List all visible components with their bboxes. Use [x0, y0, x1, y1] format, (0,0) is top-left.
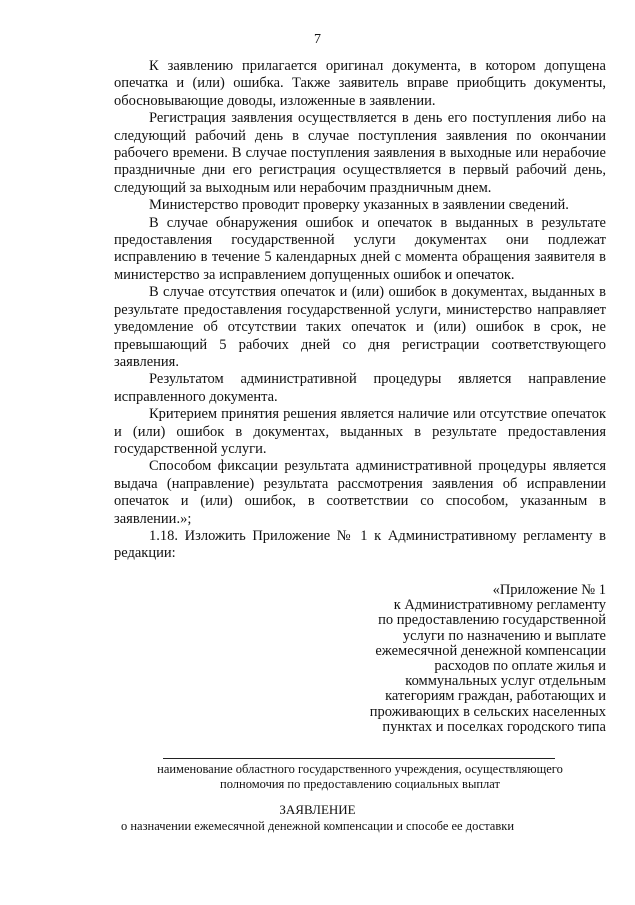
appendix-line: пунктах и поселках городского типа	[382, 718, 606, 735]
field-caption: наименование областного государственного учреждения, осуществляющего полномочия по предоставлению социальных выплат	[157, 762, 563, 791]
appendix-line: коммунальных услуг отдельным	[405, 673, 606, 690]
appendix-line: ежемесячной денежной компенсации	[375, 642, 606, 659]
appendix-line: «Приложение № 1	[492, 582, 606, 598]
form-subtitle: о назначении ежемесячной денежной компенсации и способе ее доставки	[120, 819, 515, 833]
paragraph: К заявлению прилагается оригинал документа, в котором допущена опечатка и (или) ошибка. Также заявитель вправе приобщить документы, обосновывающие доводы, изложенные в заявлении.	[114, 58, 606, 109]
appendix-line: категориям граждан, работающих и	[385, 688, 606, 705]
paragraph: В случае отсутствия опечаток и (или) ошибок в документах, выданных в результате предоставления государственной услуги, министерство направляет уведомление об отсутствии таких опечаток и (или) ошибок в срок, не превышающий 5 рабочих дней со дня регистрации соответствующего заявления.	[114, 284, 606, 370]
appendix-line: по предоставлению государственной	[378, 612, 606, 629]
paragraph: В случае обнаружения ошибок и опечаток в выданных в результате предоставления государственной услуги документах они подлежат исправлению в течение 5 календарных дней с момента обращения заявителя в министерство за исправлением допущенных ошибок и опечаток.	[114, 214, 606, 283]
appendix-line: услуги по назначению и выплате	[402, 627, 606, 644]
appendix-line: проживающих в сельских населенных	[369, 703, 606, 720]
paragraph: Регистрация заявления осуществляется в день его поступления либо на следующий рабочий день в случае поступления заявления по окончании рабочего времени. В случае поступления заявления в выходные или нерабочие праздничные дни его регистрация осуществляется в первый рабочий день, следующий за выходным или нерабочим праздничным днем.	[114, 110, 606, 196]
appendix-line: к Административному регламенту	[393, 597, 606, 614]
paragraph: Результатом административной процедуры является направление исправленного документа.	[114, 371, 606, 405]
paragraph: Министерство проводит проверку указанных в заявлении сведений.	[149, 197, 569, 214]
appendix-header	[346, 583, 606, 735]
paragraph: Критерием принятия решения является наличие или отсутствие опечаток и (или) ошибок в документах, выданных в результате предоставления государственной услуги.	[114, 406, 606, 457]
body-text	[114, 58, 606, 563]
paragraph: Способом фиксации результата административной процедуры является выдача (направление) результата рассмотрения заявления об исправлении опечаток и (или) ошибок, в соответствии со способом, указанным в заявлении.»;	[114, 458, 606, 527]
page-number: 7	[314, 32, 321, 47]
paragraph: 1.18. Изложить Приложение № 1 к Административному регламенту в редакции:	[114, 527, 606, 562]
signature-line	[163, 758, 555, 759]
appendix-line: расходов по оплате жилья и	[434, 658, 606, 675]
form-title: ЗАЯВЛЕНИЕ	[279, 802, 356, 817]
